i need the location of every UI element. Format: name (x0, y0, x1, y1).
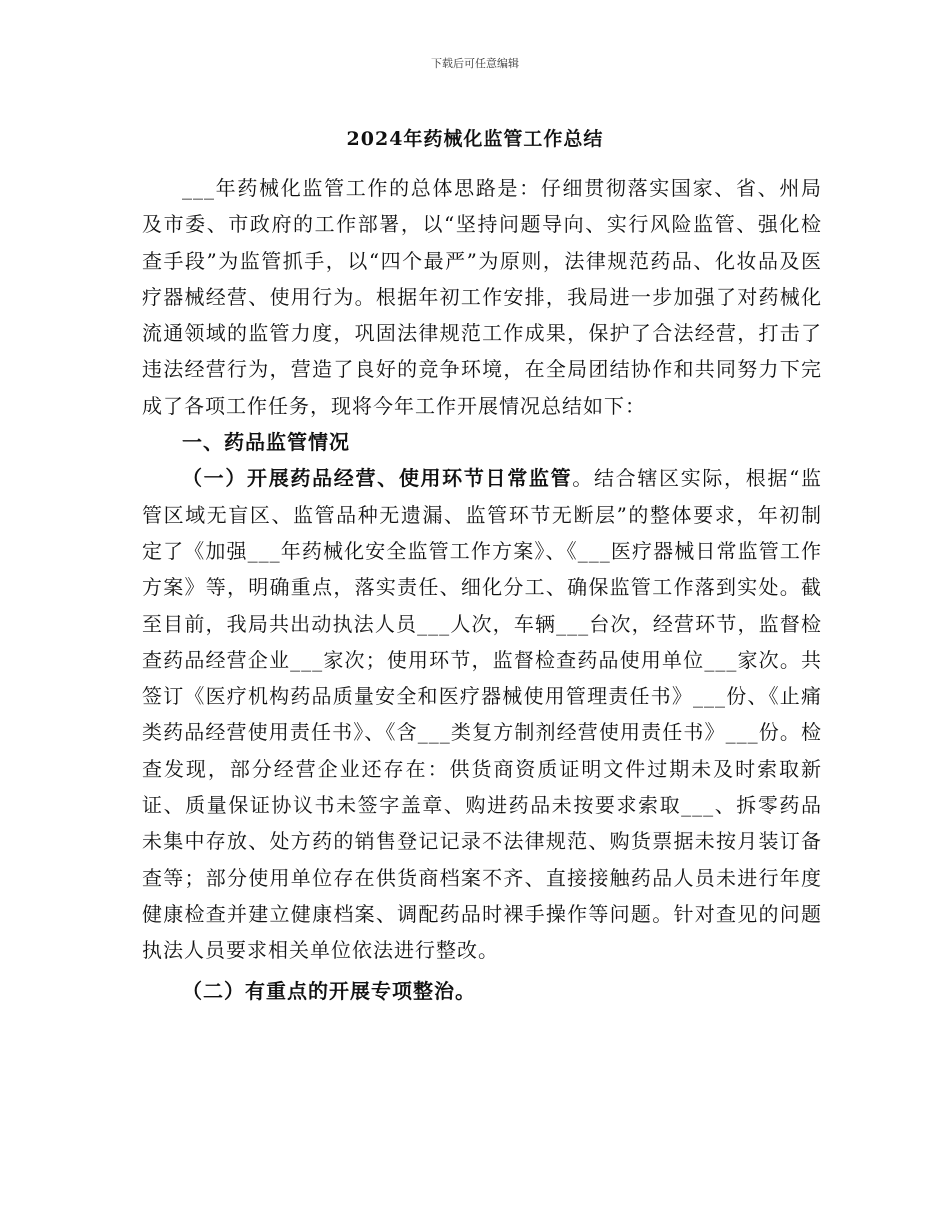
section-heading-drug-supervision: 一、药品监管情况 (182, 430, 350, 455)
intro-paragraph: ___年药械化监管工作的总体思路是：仔细贯彻落实国家、省、州局及市委、市政府的工作部署，以“坚持问题导向、实行风险监管、强化检查手段”为监管抓手，以“四个最严”为原则，法律规范药品、化妆品及医疗器械经营、使用行为。根据年初工作安排，我局进一步加强了对药械化流通领域的监管力度，巩固法律规范工作成果，保护了合法经营，打击了违法经营行为，营造了良好的竞争环境，在全局团结协作和共同努力下完成了各项工作任务，现将今年工作开展情况总结如下： (142, 176, 822, 418)
header-note: 下载后可任意编辑 (431, 57, 519, 70)
subsection-2-heading: （二）有重点的开展专项整治。 (182, 978, 476, 1003)
document-body (142, 170, 822, 1009)
subsection-1-heading: （一）开展药品经营、使用环节日常监管 (182, 466, 573, 491)
subsection-1-paragraph (142, 460, 822, 968)
subsection-1-body: 。结合辖区实际，根据“监管区域无盲区、监管品种无遗漏、监管环节无断层”的整体要求，年初制定了《加强___年药械化安全监管工作方案》、《___医疗器械日常监管工作方案》等，明确重点，落实责任、细化分工、确保监管工作落到实处。截至目前，我局共出动执法人员___人次，车辆___台次，经营环节，监督检查药品经营企业___家次；使用环节，监督检查药品使用单位___家次。共签订《医疗机构药品质量安全和医疗器械使用管理责任书》___份、《止痛类药品经营使用责任书》、《含___类复方制剂经营使用责任书》___份。检查发现，部分经营企业还存在：供货商资质证明文件过期未及时索取新证、质量保证协议书未签字盖章、购进药品未按要求索取___、拆零药品未集中存放、处方药的销售登记记录不法律规范、购货票据未按月装订备查等；部分使用单位存在供货商档案不齐、直接接触药品人员未进行年度健康检查并建立健康档案、调配药品时裸手操作等问题。针对查见的问题执法人员要求相关单位依法进行整改。 (142, 466, 823, 963)
document-title: 2024年药械化监管工作总结 (346, 128, 604, 150)
